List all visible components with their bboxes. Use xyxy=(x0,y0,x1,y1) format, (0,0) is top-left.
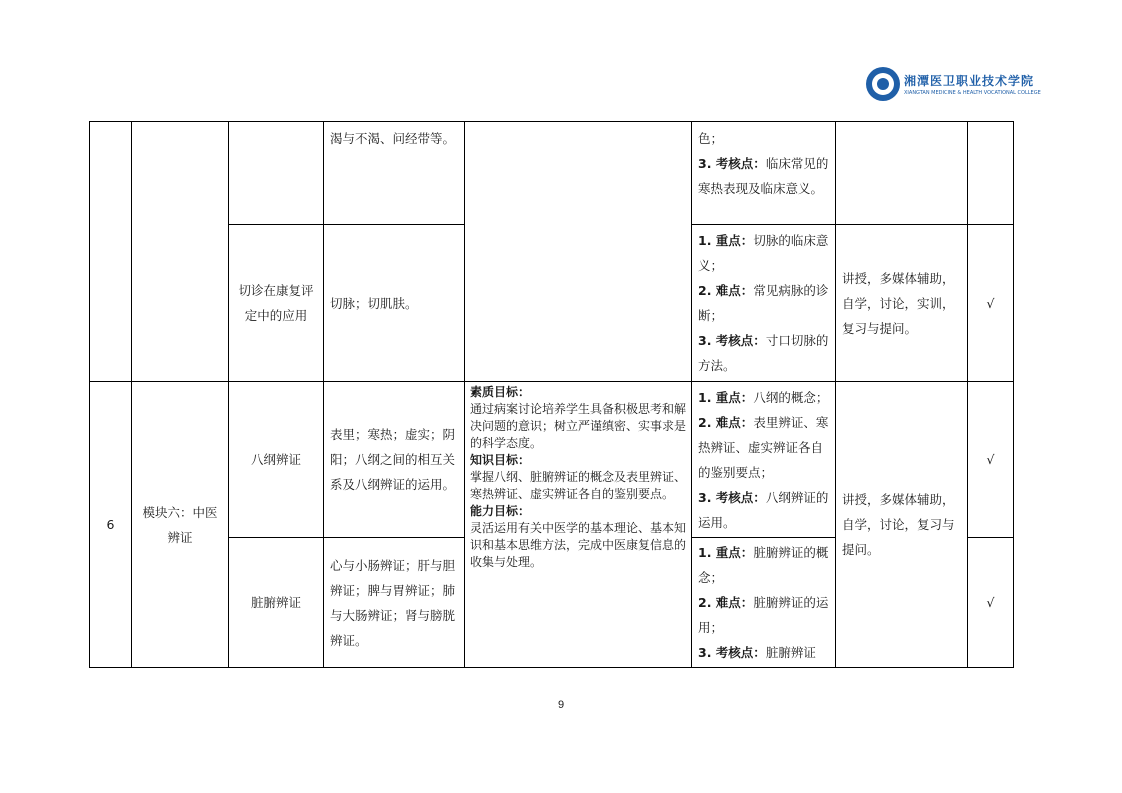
cell-no xyxy=(90,122,132,382)
module-number: 6 xyxy=(90,382,132,668)
module-name: 模块六：中医辨证 xyxy=(132,382,229,668)
logo-english-name: XIANGTAN MEDICINE & HEALTH VOCATIONAL COLLEGE xyxy=(904,90,1041,96)
cell-module xyxy=(132,122,229,382)
cell-method xyxy=(836,122,968,225)
check-mark-bagang: √ xyxy=(968,382,1014,538)
table-row xyxy=(90,382,1014,538)
method-module6: 讲授，多媒体辅助，自学，讨论，复习与提问。 xyxy=(836,382,968,668)
check-mark-zangfu: √ xyxy=(968,538,1014,668)
topic-qiezhen: 切诊在康复评定中的应用 xyxy=(229,225,324,382)
curriculum-table xyxy=(89,121,1014,668)
logo-chinese-name: 湘潭医卫职业技术学院 xyxy=(904,74,1035,88)
keypoints-zangfu: 1. 重点：脏腑辨证的概念； 2. 难点：脏腑辨证的运用； 3. 考核点：脏腑辨证 xyxy=(692,538,836,668)
table-row xyxy=(90,122,1014,225)
cell-goals xyxy=(465,122,692,382)
cell-check xyxy=(968,122,1014,225)
check-mark-qiezhen: √ xyxy=(968,225,1014,382)
content-bagang: 表里；寒热；虚实；阴阳；八纲之间的相互关系及八纲辨证的运用。 xyxy=(324,382,465,538)
college-logo xyxy=(866,64,1041,104)
keypoints-bagang: 1. 重点：八纲的概念； 2. 难点：表里辨证、寒热辨证、虚实辨证各自的鉴别要点； 3. 考核点：八纲辨证的运用。 xyxy=(692,382,836,538)
method-qiezhen: 讲授，多媒体辅助，自学，讨论，实训，复习与提问。 xyxy=(836,225,968,382)
keypoints-qiezhen: 1. 重点：切脉的临床意义； 2. 难点：常见病脉的诊断； 3. 考核点：寸口切脉的方法。 xyxy=(692,225,836,382)
content-zangfu: 心与小肠辨证；肝与胆辨证；脾与胃辨证；肺与大肠辨证；肾与膀胱辨证。 xyxy=(324,538,465,668)
page-number: 9 xyxy=(557,699,565,711)
college-emblem-icon xyxy=(866,67,900,101)
cell-keypoints: 色； 3. 考核点：临床常见的寒热表现及临床意义。 xyxy=(692,122,836,225)
cell-topic xyxy=(229,122,324,225)
learning-goals: 素质目标： 通过病案讨论培养学生具备积极思考和解决问题的意识；树立严谨缜密、实事求是的科学态度。 知识目标： 掌握八纲、脏腑辨证的概念及表里辨证、寒热辨证、虚实辨证各自的鉴别要点。 能力目标： 灵活运用有关中医学的基本理论、基本知识和基本思维方法，完成中医康复信息的收集与处理。 xyxy=(465,382,692,668)
topic-bagang: 八纲辨证 xyxy=(229,382,324,538)
cell-content: 渴与不渴、问经带等。 xyxy=(324,122,465,225)
topic-zangfu: 脏腑辨证 xyxy=(229,538,324,668)
content-qiezhen: 切脉；切肌肤。 xyxy=(324,225,465,382)
